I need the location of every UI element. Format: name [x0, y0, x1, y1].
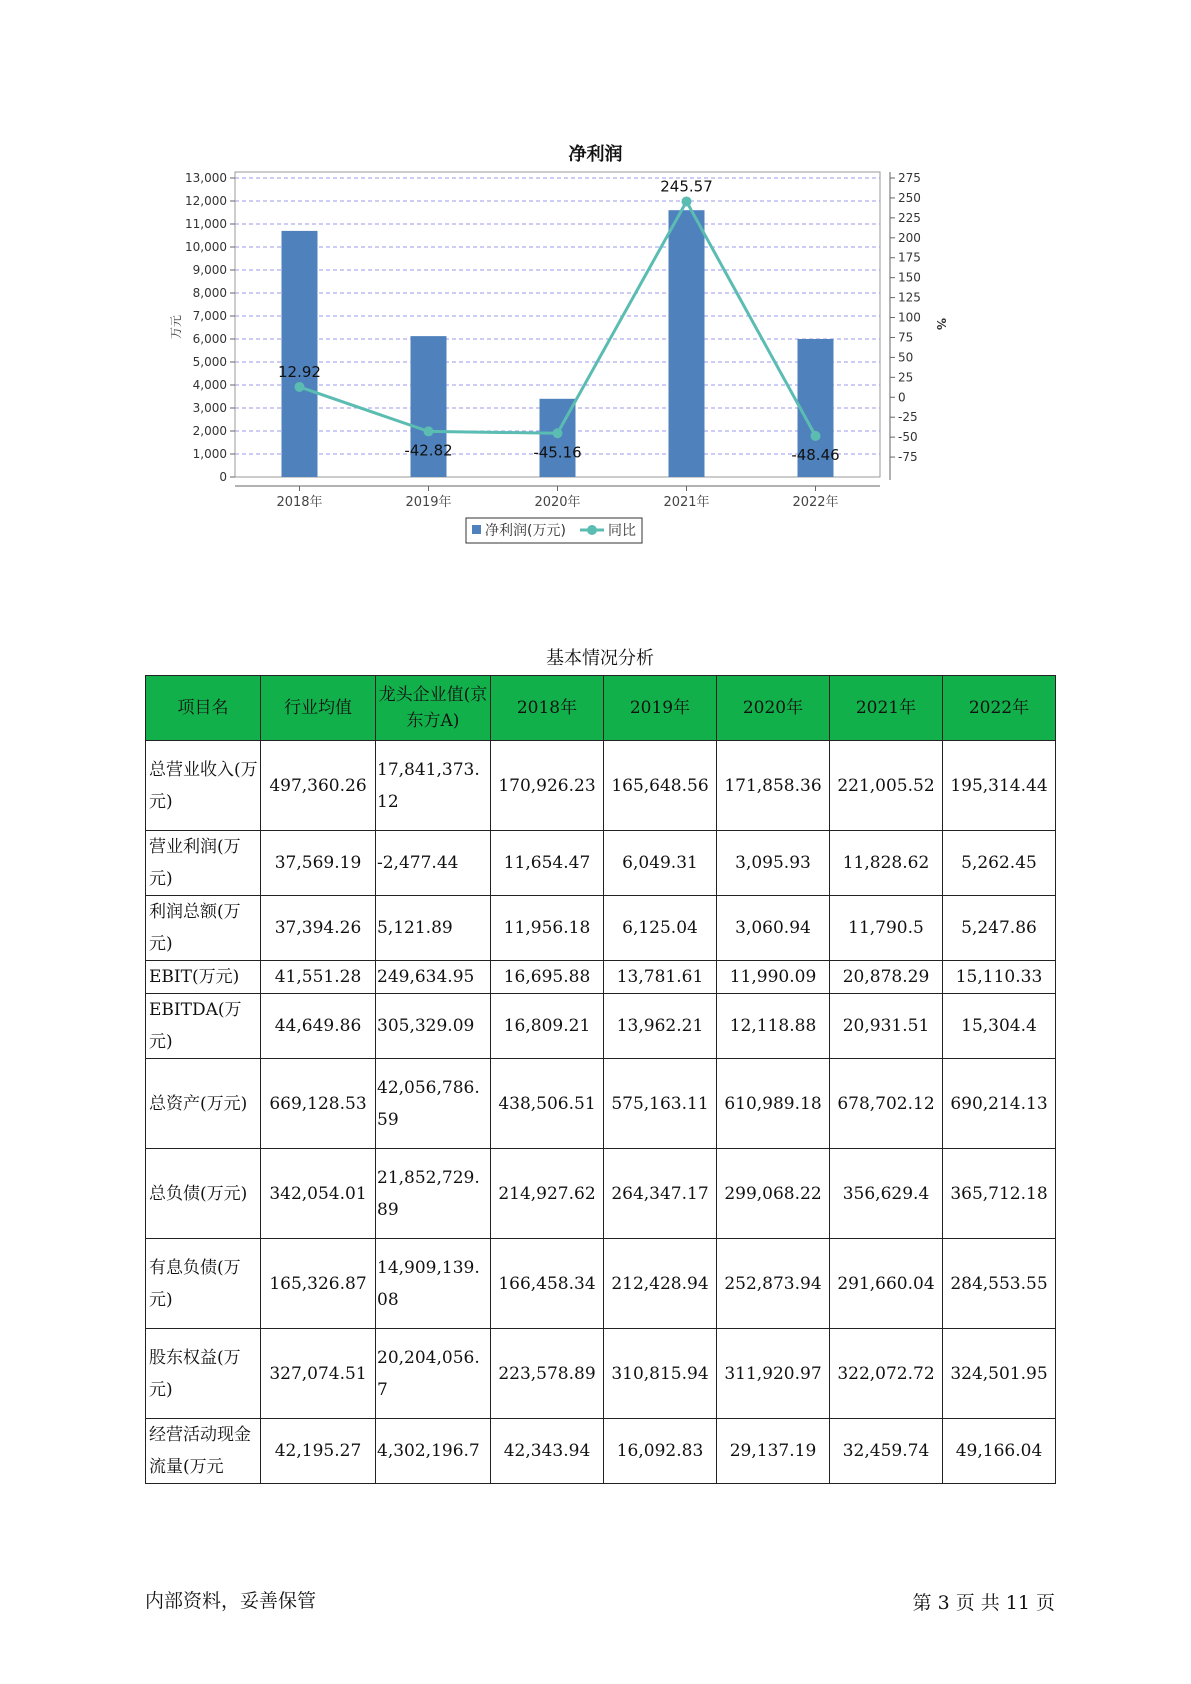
- left-tick-label: 11,000: [185, 217, 227, 231]
- row-2022: 284,553.55: [943, 1239, 1056, 1329]
- right-tick-label: 250: [898, 190, 921, 205]
- row-name: 利润总额(万元): [146, 896, 261, 961]
- header-2018: 2018年: [491, 676, 604, 741]
- row-industry-avg: 342,054.01: [261, 1149, 376, 1239]
- row-name: 营业利润(万元): [146, 831, 261, 896]
- chart-title: 净利润: [568, 144, 623, 165]
- right-tick-label: 75: [898, 330, 914, 345]
- table-row: [146, 1059, 1056, 1149]
- table-row: [146, 741, 1056, 831]
- row-2018: 11,956.18: [491, 896, 604, 961]
- header-item-name: 项目名: [146, 676, 261, 741]
- table-header-row: [146, 676, 1056, 741]
- left-tick-label: 12,000: [185, 194, 227, 208]
- row-name: 总资产(万元): [146, 1059, 261, 1149]
- row-2021: 221,005.52: [830, 741, 943, 831]
- yoy-data-label: 12.92: [278, 362, 321, 381]
- yoy-point: [553, 428, 563, 438]
- yoy-data-label: -45.16: [533, 443, 582, 462]
- row-leader-value: 21,852,729.89: [376, 1149, 491, 1239]
- right-tick-label: 225: [898, 210, 921, 225]
- header-industry-avg: 行业均值: [261, 676, 376, 741]
- row-industry-avg: 37,569.19: [261, 831, 376, 896]
- row-2022: 324,501.95: [943, 1329, 1056, 1419]
- row-name: 总负债(万元): [146, 1149, 261, 1239]
- row-2019: 6,125.04: [604, 896, 717, 961]
- row-industry-avg: 44,649.86: [261, 994, 376, 1059]
- table-row: [146, 1239, 1056, 1329]
- row-2018: 214,927.62: [491, 1149, 604, 1239]
- row-leader-value: 5,121.89: [376, 896, 491, 961]
- header-leader-value: 龙头企业值(京东方A): [376, 676, 491, 741]
- row-2020: 12,118.88: [717, 994, 830, 1059]
- row-2022: 49,166.04: [943, 1419, 1056, 1484]
- row-industry-avg: 37,394.26: [261, 896, 376, 961]
- left-tick-label: 4,000: [192, 378, 227, 392]
- row-2020: 11,990.09: [717, 961, 830, 994]
- table-row: [146, 831, 1056, 896]
- right-tick-label: 50: [898, 350, 914, 365]
- row-2019: 6,049.31: [604, 831, 717, 896]
- left-tick-label: 10,000: [185, 240, 227, 254]
- row-2020: 299,068.22: [717, 1149, 830, 1239]
- right-tick-label: 175: [898, 250, 921, 265]
- table-row: [146, 1149, 1056, 1239]
- row-2020: 311,920.97: [717, 1329, 830, 1419]
- yoy-point: [811, 431, 821, 441]
- x-tick-label: 2022年: [792, 495, 839, 510]
- row-2019: 212,428.94: [604, 1239, 717, 1329]
- row-2018: 438,506.51: [491, 1059, 604, 1149]
- row-2022: 365,712.18: [943, 1149, 1056, 1239]
- row-2020: 610,989.18: [717, 1059, 830, 1149]
- row-leader-value: 17,841,373.12: [376, 741, 491, 831]
- right-tick-label: 100: [898, 310, 921, 325]
- row-2021: 32,459.74: [830, 1419, 943, 1484]
- row-leader-value: 4,302,196.7: [376, 1419, 491, 1484]
- left-tick-label: 2,000: [192, 424, 227, 438]
- yoy-data-label: -48.46: [791, 445, 840, 464]
- left-tick-label: 7,000: [192, 309, 227, 323]
- row-name: EBITDA(万元): [146, 994, 261, 1059]
- row-2021: 322,072.72: [830, 1329, 943, 1419]
- row-name: 总营业收入(万元): [146, 741, 261, 831]
- right-tick-label: 25: [898, 370, 914, 385]
- legend-bar-swatch: [472, 525, 481, 534]
- table-caption: 基本情况分析: [546, 648, 654, 669]
- row-2019: 165,648.56: [604, 741, 717, 831]
- left-tick-label: 13,000: [185, 171, 227, 185]
- row-2020: 29,137.19: [717, 1419, 830, 1484]
- row-industry-avg: 41,551.28: [261, 961, 376, 994]
- row-2022: 195,314.44: [943, 741, 1056, 831]
- row-2019: 16,092.83: [604, 1419, 717, 1484]
- header-2022: 2022年: [943, 676, 1056, 741]
- row-industry-avg: 165,326.87: [261, 1239, 376, 1329]
- header-2020: 2020年: [717, 676, 830, 741]
- right-axis-label: %: [934, 317, 948, 331]
- left-tick-label: 0: [219, 470, 227, 484]
- header-2019: 2019年: [604, 676, 717, 741]
- row-2018: 166,458.34: [491, 1239, 604, 1329]
- row-industry-avg: 669,128.53: [261, 1059, 376, 1149]
- table-row: [146, 896, 1056, 961]
- right-tick-label: -25: [898, 410, 918, 425]
- row-name: EBIT(万元): [146, 961, 261, 994]
- yoy-point: [682, 196, 692, 206]
- row-2020: 252,873.94: [717, 1239, 830, 1329]
- x-tick-label: 2019年: [405, 495, 452, 510]
- row-industry-avg: 42,195.27: [261, 1419, 376, 1484]
- right-tick-label: 0: [898, 390, 906, 405]
- row-leader-value: 249,634.95: [376, 961, 491, 994]
- yoy-data-label: 245.57: [660, 177, 713, 196]
- right-tick-label: 200: [898, 230, 921, 245]
- table-row: [146, 1419, 1056, 1484]
- row-2018: 16,809.21: [491, 994, 604, 1059]
- table-row: [146, 994, 1056, 1059]
- header-2021: 2021年: [830, 676, 943, 741]
- row-2021: 11,790.5: [830, 896, 943, 961]
- legend-line-label: 同比: [608, 523, 636, 539]
- left-tick-label: 1,000: [192, 447, 227, 461]
- row-leader-value: 14,909,139.08: [376, 1239, 491, 1329]
- bar: [282, 231, 318, 477]
- row-name: 有息负债(万元): [146, 1239, 261, 1329]
- row-leader-value: -2,477.44: [376, 831, 491, 896]
- net-profit-chart: [0, 0, 1191, 610]
- row-leader-value: 305,329.09: [376, 994, 491, 1059]
- row-industry-avg: 497,360.26: [261, 741, 376, 831]
- yoy-data-label: -42.82: [404, 441, 453, 460]
- right-tick-label: 125: [898, 290, 921, 305]
- x-tick-label: 2018年: [276, 495, 323, 510]
- left-tick-label: 9,000: [192, 263, 227, 277]
- row-2019: 13,781.61: [604, 961, 717, 994]
- row-name: 股东权益(万元): [146, 1329, 261, 1419]
- x-tick-label: 2020年: [534, 495, 581, 510]
- chart-canvas: [0, 0, 1191, 610]
- row-2019: 310,815.94: [604, 1329, 717, 1419]
- basic-analysis-table: [145, 675, 1056, 1484]
- row-2019: 13,962.21: [604, 994, 717, 1059]
- row-2021: 11,828.62: [830, 831, 943, 896]
- left-tick-label: 5,000: [192, 355, 227, 369]
- x-tick-label: 2021年: [663, 495, 710, 510]
- row-2021: 356,629.4: [830, 1149, 943, 1239]
- row-2020: 3,060.94: [717, 896, 830, 961]
- left-tick-label: 6,000: [192, 332, 227, 346]
- row-2022: 690,214.13: [943, 1059, 1056, 1149]
- table-row: [146, 961, 1056, 994]
- row-leader-value: 42,056,786.59: [376, 1059, 491, 1149]
- row-name: 经营活动现金流量(万元: [146, 1419, 261, 1484]
- row-2022: 5,247.86: [943, 896, 1056, 961]
- legend-line-marker: [587, 525, 597, 535]
- footer-confidential: 内部资料，妥善保管: [145, 1590, 317, 1612]
- row-2021: 678,702.12: [830, 1059, 943, 1149]
- yoy-point: [295, 382, 305, 392]
- row-2018: 223,578.89: [491, 1329, 604, 1419]
- row-2021: 20,931.51: [830, 994, 943, 1059]
- right-tick-label: 150: [898, 270, 921, 285]
- row-leader-value: 20,204,056.7: [376, 1329, 491, 1419]
- bar: [669, 210, 705, 477]
- row-2018: 170,926.23: [491, 741, 604, 831]
- row-2020: 3,095.93: [717, 831, 830, 896]
- footer-page-number: 第 3 页 共 11 页: [912, 1592, 1055, 1614]
- left-tick-label: 3,000: [192, 401, 227, 415]
- row-2022: 15,304.4: [943, 994, 1056, 1059]
- row-2019: 575,163.11: [604, 1059, 717, 1149]
- right-tick-label: -75: [898, 450, 918, 465]
- table-row: [146, 1329, 1056, 1419]
- right-tick-label: -50: [898, 430, 918, 445]
- row-2019: 264,347.17: [604, 1149, 717, 1239]
- left-tick-label: 8,000: [192, 286, 227, 300]
- row-2018: 42,343.94: [491, 1419, 604, 1484]
- row-2021: 291,660.04: [830, 1239, 943, 1329]
- row-industry-avg: 327,074.51: [261, 1329, 376, 1419]
- row-2021: 20,878.29: [830, 961, 943, 994]
- right-tick-label: 275: [898, 171, 921, 185]
- left-axis-label: 万元: [169, 314, 183, 340]
- row-2020: 171,858.36: [717, 741, 830, 831]
- row-2018: 16,695.88: [491, 961, 604, 994]
- row-2018: 11,654.47: [491, 831, 604, 896]
- row-2022: 15,110.33: [943, 961, 1056, 994]
- yoy-point: [424, 426, 434, 436]
- legend-bar-label: 净利润(万元): [485, 523, 566, 539]
- row-2022: 5,262.45: [943, 831, 1056, 896]
